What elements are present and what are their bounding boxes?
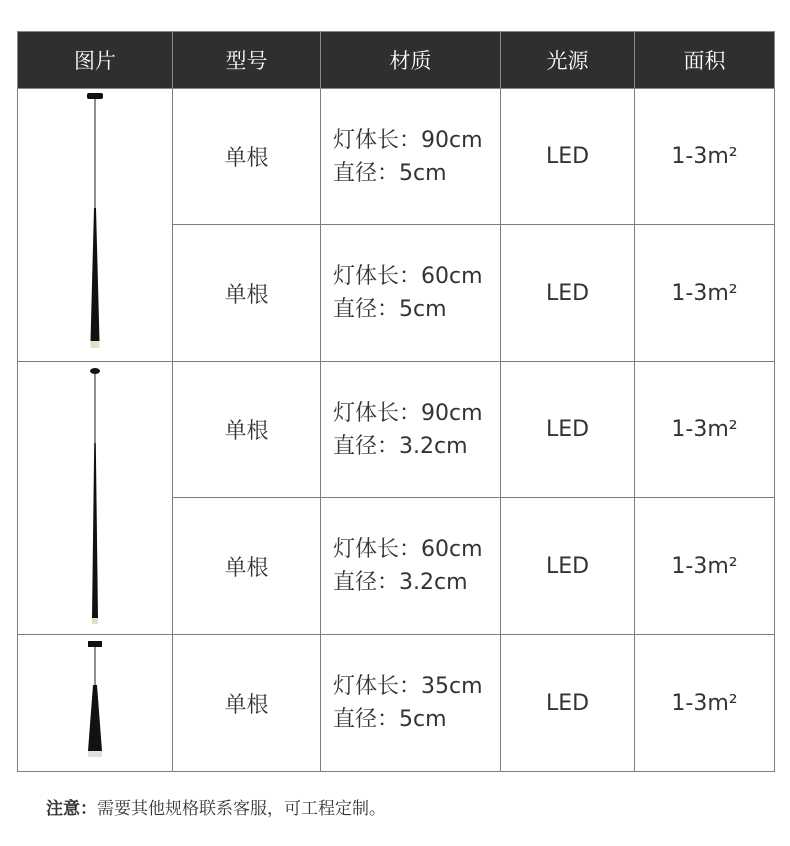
spec-table [17, 31, 775, 772]
area-cell: 1-3m² [635, 635, 775, 772]
table-row [18, 362, 775, 498]
length-text: 灯体长：60cm [333, 264, 483, 289]
material-cell [321, 89, 501, 225]
area-cell: 1-3m² [635, 225, 775, 362]
pendant-lamp-image [75, 641, 115, 761]
pendant-lamp-image [75, 93, 115, 355]
length-text: 灯体长：90cm [333, 400, 483, 426]
model-cell: 单根 [173, 635, 321, 772]
light-source-cell: LED [501, 89, 635, 225]
area-cell: 1-3m² [635, 89, 775, 225]
length-text: 灯体长：60cm [333, 537, 483, 562]
product-image-short [18, 635, 173, 772]
length-text: 灯体长：35cm [333, 674, 483, 699]
material-cell [321, 635, 501, 772]
material-cell [321, 498, 501, 635]
model-cell: 单根 [173, 225, 321, 362]
footnote-text: 需要其他规格联系客服，可工程定制。 [97, 799, 386, 819]
header-row [18, 32, 775, 89]
light-source-cell: LED [501, 225, 635, 362]
diameter-text: 直径：5cm [333, 297, 447, 322]
diameter-text: 直径：5cm [333, 160, 447, 186]
diameter-text: 直径：3.2cm [333, 433, 468, 459]
footnote-label: 注意： [46, 799, 97, 819]
product-image-tall-5cm [18, 89, 173, 362]
diameter-text: 直径：3.2cm [333, 570, 468, 595]
model-cell: 单根 [173, 89, 321, 225]
product-image-tall-3-2cm [18, 362, 173, 635]
light-source-cell: LED [501, 635, 635, 772]
light-source-cell: LED [501, 362, 635, 498]
header-area: 面积 [635, 32, 775, 89]
header-light-source: 光源 [501, 32, 635, 89]
material-cell [321, 225, 501, 362]
table-row [18, 635, 775, 772]
length-text: 灯体长：90cm [333, 127, 483, 153]
header-picture: 图片 [18, 32, 173, 89]
area-cell: 1-3m² [635, 498, 775, 635]
material-cell [321, 362, 501, 498]
header-model: 型号 [173, 32, 321, 89]
footnote [46, 794, 386, 819]
header-material: 材质 [321, 32, 501, 89]
model-cell: 单根 [173, 362, 321, 498]
area-cell: 1-3m² [635, 362, 775, 498]
table-row [18, 89, 775, 225]
model-cell: 单根 [173, 498, 321, 635]
light-source-cell: LED [501, 498, 635, 635]
pendant-lamp-image [75, 368, 115, 630]
diameter-text: 直径：5cm [333, 707, 447, 732]
